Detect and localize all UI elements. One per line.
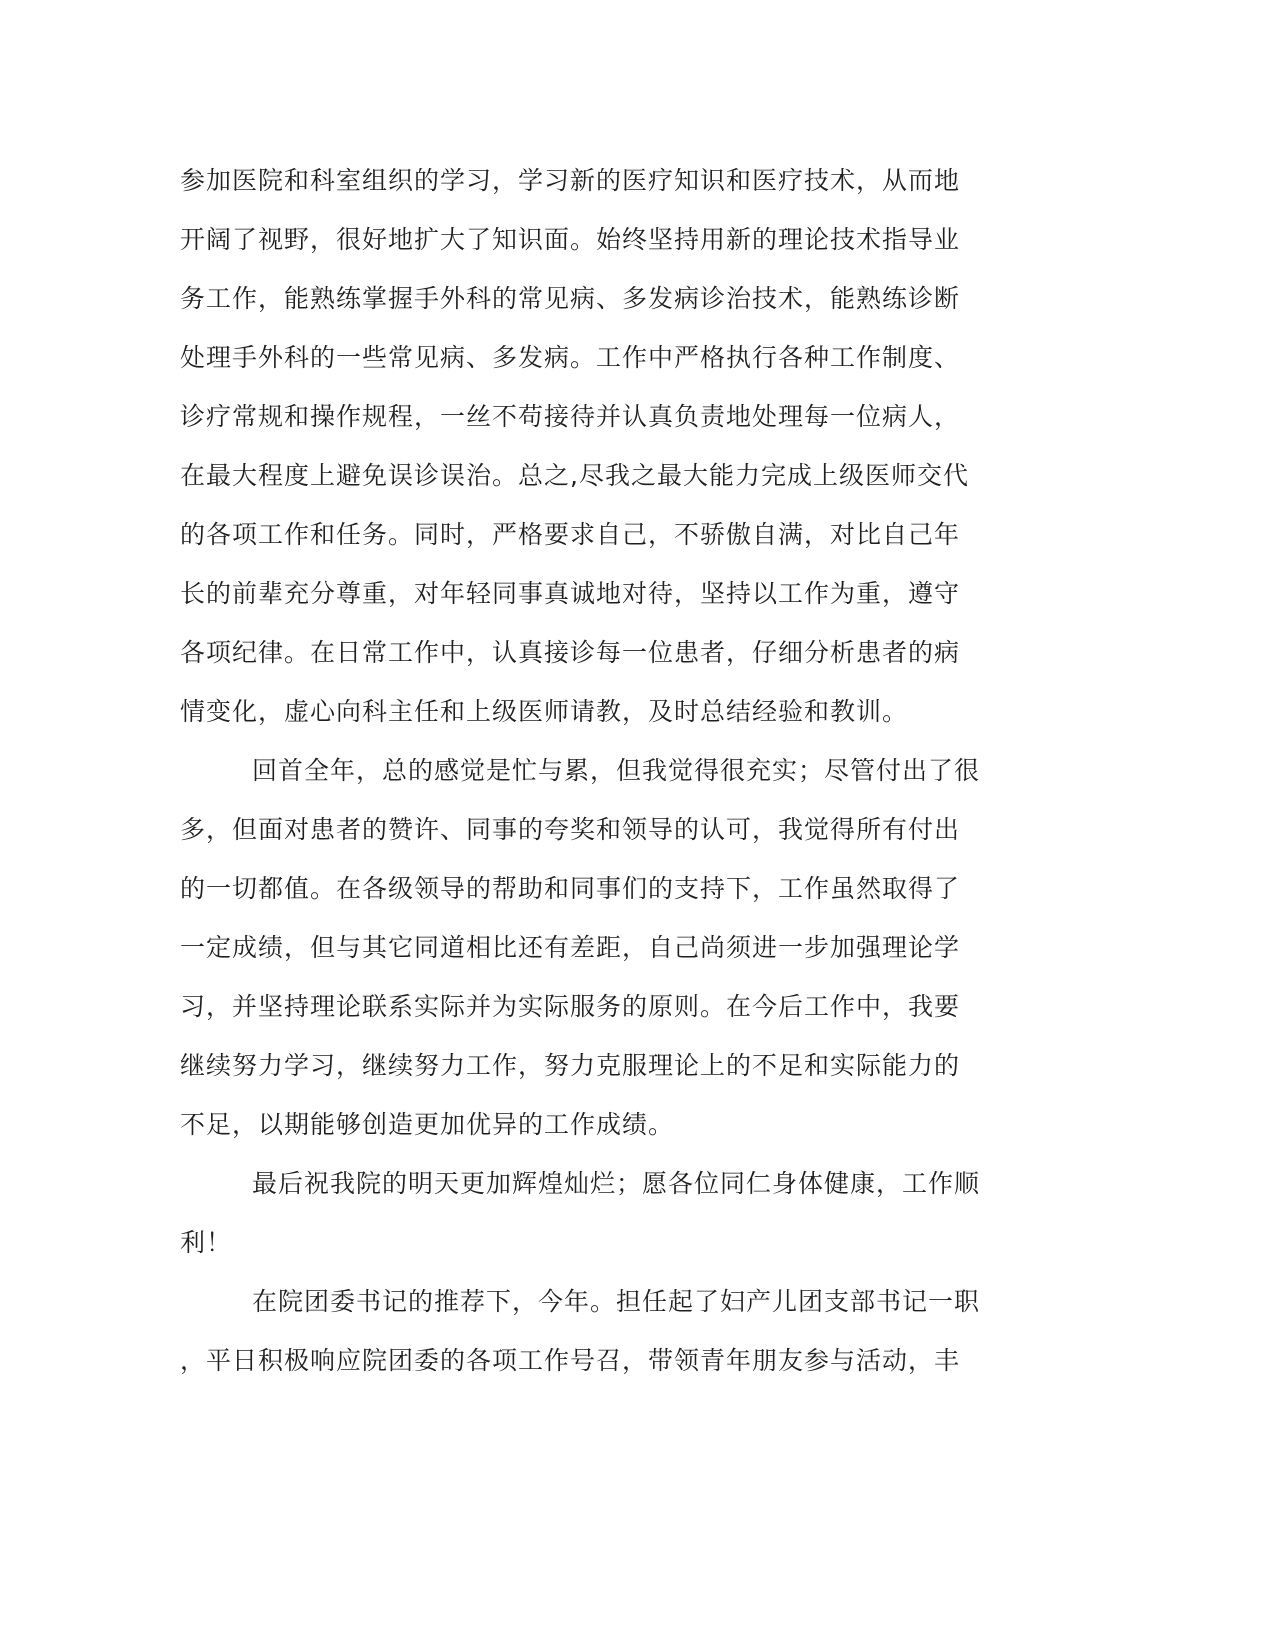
text-line: 一定成绩，但与其它同道相比还有差距，自己尚须进一步加强理论学: [180, 933, 961, 962]
text-line: 情变化，虚心向科主任和上级医师请教，及时总结经验和教训。: [180, 697, 909, 726]
paragraph-first-line: 最后祝我院的明天更加辉煌灿烂；愿各位同仁身体健康，工作顺: [252, 1169, 981, 1198]
paragraph-first-line: 在院团委书记的推荐下，今年。担任起了妇产儿团支部书记一职: [252, 1287, 981, 1316]
text-line: 继续努力学习，继续努力工作，努力克服理论上的不足和实际能力的: [180, 1051, 961, 1080]
document-body: [180, 155, 1060, 1394]
paragraph-first-line: 回首全年，总的感觉是忙与累，但我觉得很充实；尽管付出了很: [252, 756, 981, 785]
text-line: 参加医院和科室组织的学习，学习新的医疗知识和医疗技术，从而地: [180, 166, 961, 195]
text-line: 在最大程度上避免误诊误治。总之,尽我之最大能力完成上级医师交代: [180, 461, 969, 490]
text-line: 诊疗常规和操作规程，一丝不苟接待并认真负责地处理每一位病人，: [180, 402, 961, 431]
text-line: 长的前辈充分尊重，对年轻同事真诚地对待，坚持以工作为重，遵守: [180, 579, 961, 608]
text-line: 不足，以期能够创造更加优异的工作成绩。: [180, 1110, 675, 1139]
text-line: ，平日积极响应院团委的各项工作号召，带领青年朋友参与活动，丰: [180, 1346, 961, 1375]
text-line: 利！: [180, 1228, 233, 1257]
text-line: 的各项工作和任务。同时，严格要求自己，不骄傲自满，对比自己年: [180, 520, 961, 549]
text-line: 务工作，能熟练掌握手外科的常见病、多发病诊治技术，能熟练诊断: [180, 284, 961, 313]
text-line: 习，并坚持理论联系实际并为实际服务的原则。在今后工作中，我要: [180, 992, 961, 1021]
text-line: 各项纪律。在日常工作中，认真接诊每一位患者，仔细分析患者的病: [180, 638, 961, 667]
text-line: 多，但面对患者的赞许、同事的夸奖和领导的认可，我觉得所有付出: [180, 815, 961, 844]
text-line: 处理手外科的一些常见病、多发病。工作中严格执行各种工作制度、: [180, 343, 961, 372]
text-line: 的一切都值。在各级领导的帮助和同事们的支持下，工作虽然取得了: [180, 874, 961, 903]
text-line: 开阔了视野，很好地扩大了知识面。始终坚持用新的理论技术指导业: [180, 225, 961, 254]
